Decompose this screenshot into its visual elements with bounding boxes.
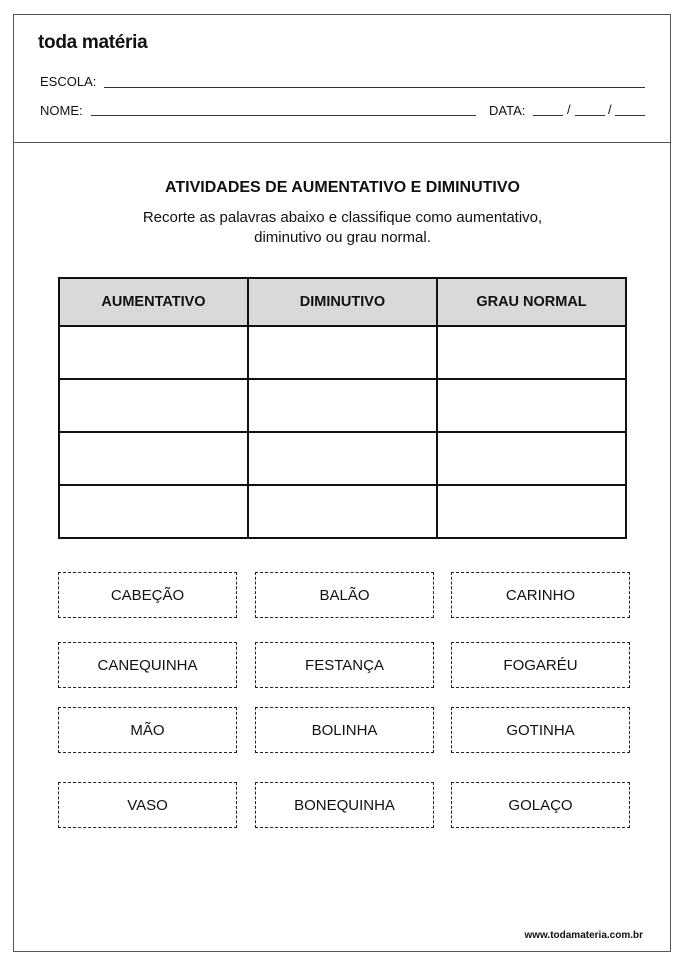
school-label: ESCOLA: <box>40 74 97 89</box>
website-url: www.todamateria.com.br <box>524 930 643 941</box>
word-card[interactable]: GOLAÇO <box>451 782 630 828</box>
school-field-line[interactable] <box>104 87 645 88</box>
header-divider <box>13 142 671 143</box>
table-cell[interactable] <box>248 432 437 485</box>
table-cell[interactable] <box>59 326 248 379</box>
table-cell[interactable] <box>437 485 626 538</box>
table-cell[interactable] <box>59 485 248 538</box>
date-separator-1: / <box>567 102 571 117</box>
word-card[interactable]: CABEÇÃO <box>58 572 237 618</box>
table-row <box>59 432 626 485</box>
word-card[interactable]: CARINHO <box>451 572 630 618</box>
date-year-line[interactable] <box>615 115 645 116</box>
word-card[interactable]: MÃO <box>58 707 237 753</box>
table-row <box>59 326 626 379</box>
date-separator-2: / <box>608 102 612 117</box>
brand-logo: toda matéria <box>38 32 148 53</box>
word-card[interactable]: BONEQUINHA <box>255 782 434 828</box>
word-card[interactable]: FOGARÉU <box>451 642 630 688</box>
word-card[interactable]: BALÃO <box>255 572 434 618</box>
column-header-diminutivo: DIMINUTIVO <box>248 278 437 326</box>
word-card[interactable]: CANEQUINHA <box>58 642 237 688</box>
column-header-grau-normal: GRAU NORMAL <box>437 278 626 326</box>
table-cell[interactable] <box>248 485 437 538</box>
name-field-line[interactable] <box>91 115 476 116</box>
table-cell[interactable] <box>248 379 437 432</box>
word-card[interactable]: GOTINHA <box>451 707 630 753</box>
table-cell[interactable] <box>437 326 626 379</box>
date-label: DATA: <box>489 103 526 118</box>
word-card[interactable]: BOLINHA <box>255 707 434 753</box>
table-cell[interactable] <box>59 379 248 432</box>
table-cell[interactable] <box>59 432 248 485</box>
column-header-aumentativo: AUMENTATIVO <box>59 278 248 326</box>
table-cell[interactable] <box>437 432 626 485</box>
table-row <box>59 379 626 432</box>
date-month-line[interactable] <box>575 115 605 116</box>
table-cell[interactable] <box>437 379 626 432</box>
table-cell[interactable] <box>248 326 437 379</box>
word-card[interactable]: VASO <box>58 782 237 828</box>
instruction-line-1: Recorte as palavras abaixo e classifique como aumentativo, <box>142 209 543 226</box>
date-day-line[interactable] <box>533 115 563 116</box>
name-label: NOME: <box>40 103 83 118</box>
table-row <box>59 485 626 538</box>
activity-title: ATIVIDADES DE AUMENTATIVO E DIMINUTIVO <box>165 179 520 196</box>
instruction-line-2: diminutivo ou grau normal. <box>254 229 431 246</box>
word-card[interactable]: FESTANÇA <box>255 642 434 688</box>
classification-table <box>58 277 627 539</box>
